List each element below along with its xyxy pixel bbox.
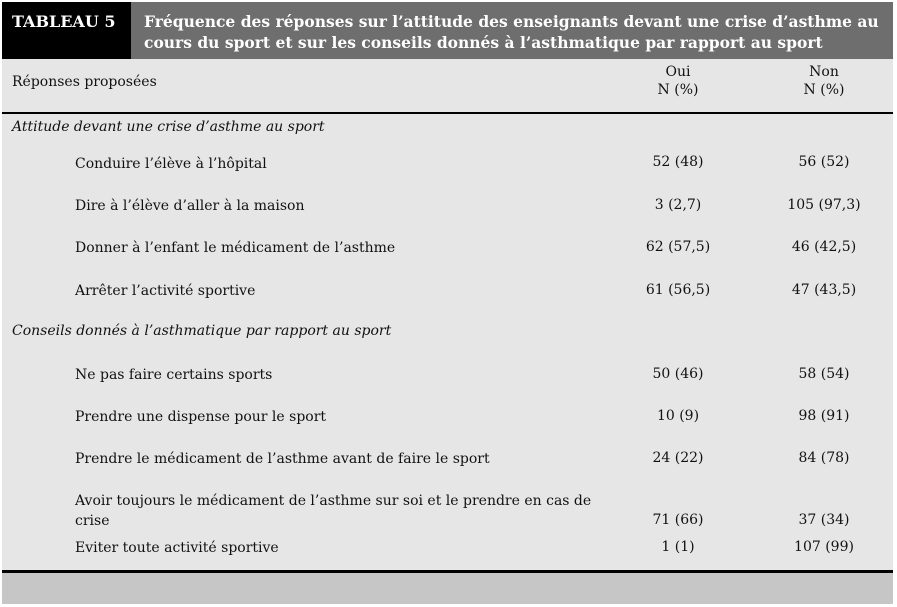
table-cell-oui: 3 (2,7) [654,197,702,213]
table-title-bar [2,2,893,59]
table-cell-non: 56 (52) [798,154,850,170]
table-cell-oui: 62 (57,5) [645,239,711,255]
table-cell-oui: 24 (22) [652,450,704,466]
header-non [764,63,884,99]
table-cell-oui: 52 (48) [652,154,704,170]
table-row-label: Eviter toute activité sportive [75,540,279,556]
table-cell-non: 46 (42,5) [791,239,857,255]
header-divider [2,112,893,114]
table-row-label: Prendre une dispense pour le sport [75,409,327,425]
table-row-label: Ne pas faire certains sports [75,367,273,383]
table-row-label: Dire à l’élève d’aller à la maison [75,198,305,214]
header-oui-label: Oui [665,64,691,80]
table-cell-oui: 50 (46) [652,366,704,382]
table-cell-non: 84 (78) [798,450,850,466]
section-title-conseils: Conseils donnés à l’asthmatique par rapport au sport [12,323,392,339]
table-cell-non: 107 (99) [794,539,854,555]
table-row-label: Conduire l’élève à l’hôpital [75,156,267,172]
table-cell-non: 37 (34) [798,512,850,528]
table-footer-band [2,573,893,604]
results-table [2,2,893,604]
header-non-unit: N (%) [803,82,845,98]
table-row-label: Arrêter l’activité sportive [75,283,256,299]
section-title-attitude: Attitude devant une crise d’asthme au sport [12,119,325,135]
header-oui [618,63,738,99]
table-row-label: Avoir toujours le médicament de l’asthme sur soi et le prendre en cas de crise [75,493,592,529]
table-number-label: TABLEAU 5 [2,2,131,59]
table-cell-oui: 71 (66) [652,512,704,528]
header-oui-unit: N (%) [657,82,699,98]
table-cell-non: 58 (54) [798,366,850,382]
header-non-label: Non [809,64,839,80]
table-cell-non: 98 (91) [798,408,850,424]
table-cell-oui: 1 (1) [661,539,695,555]
table-cell-oui: 10 (9) [656,408,700,424]
table-cell-oui: 61 (56,5) [645,282,711,298]
header-responses: Réponses proposées [12,74,157,90]
table-cell-non: 105 (97,3) [787,197,861,213]
table-header-row [2,59,893,114]
table-row-label: Donner à l’enfant le médicament de l’asthme [75,240,396,256]
table-row-label: Prendre le médicament de l’asthme avant de faire le sport [75,451,490,467]
table-title: Fréquence des réponses sur l’attitude des enseignants devant une crise d’asthme au cours du sport et sur les conseils donnés à l’asthmatique par rapport au sport [144,12,879,52]
table-cell-non: 47 (43,5) [791,282,857,298]
